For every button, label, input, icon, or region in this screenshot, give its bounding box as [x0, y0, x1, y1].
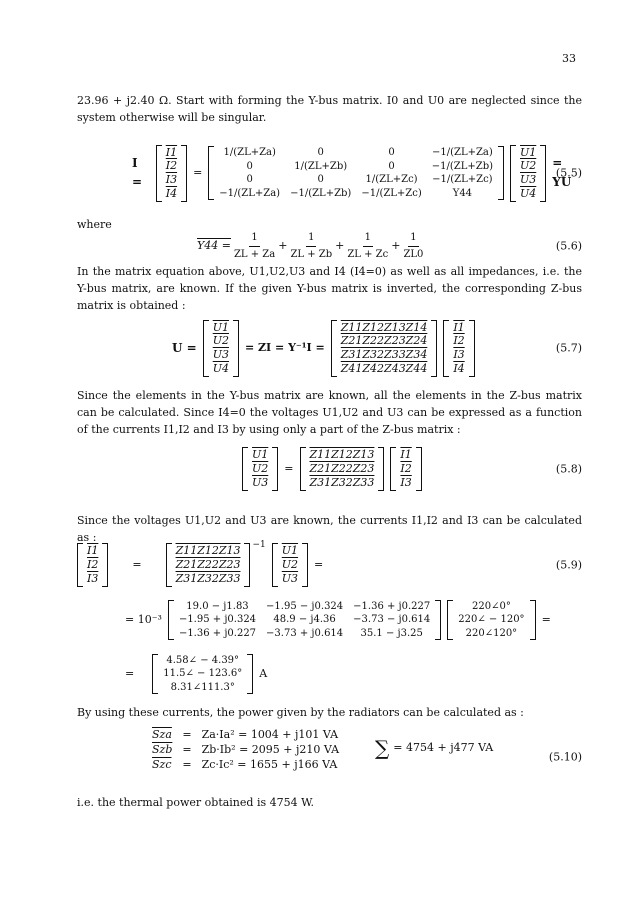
z-row: Z21Z22Z23 — [309, 462, 375, 476]
equation-number: (5.9) — [555, 558, 582, 572]
eq55-i-vec: I3 — [165, 173, 178, 186]
current-vector — [158, 654, 247, 695]
y-cell: −1/(ZL+Zb) — [431, 160, 493, 172]
eq57-mid: = ZI = Y⁻¹I = — [244, 341, 325, 355]
eq55-rhs: = YU — [552, 156, 572, 189]
m-cell: 19.0 − j1.83 — [186, 600, 249, 612]
paragraph-3: Since the elements in the Y-bus matrix are known, all the elements in the Z-bus matrix can be calculated. Since I4=0 the voltages U1,U2 and U3 can be expressed as a function of the currents I1,I2 and I3 by using only a part of the Z-bus matrix : — [77, 389, 582, 437]
y-cell: 0 — [246, 160, 253, 172]
intro-paragraph: 23.96 + j2.40 Ω. Start with forming the Y-bus matrix. I0 and U0 are neglected since the system otherwise will be singular. — [77, 94, 582, 125]
conclusion-paragraph: i.e. the thermal power obtained is 4754 W. — [77, 796, 314, 809]
eq55-u-vec: U4 — [520, 186, 537, 200]
eq59c-prefix: = — [125, 667, 135, 681]
y-cell: 1/(ZL+Za) — [223, 147, 276, 158]
m-cell: −1.95 + j0.324 — [178, 614, 257, 626]
y-cell: −1/(ZL+Zb) — [290, 187, 352, 199]
z-row: Z31Z32Z33Z34 — [340, 348, 428, 361]
eq57-lhs: U = — [172, 340, 197, 355]
eq56-lhs: Y44 = — [197, 239, 231, 253]
eq59-u-vec: U1 — [281, 544, 299, 558]
y-cell: 1/(ZL+Zc) — [365, 174, 418, 185]
eq55-u-vec: U2 — [520, 159, 537, 173]
y-cell: 0 — [317, 174, 324, 185]
sum-symbol: ∑ — [375, 736, 390, 760]
m-cell: −1.36 + j0.227 — [353, 600, 431, 612]
y-cell: 0 — [246, 174, 253, 185]
m-cell: −3.73 + j0.614 — [266, 627, 344, 639]
eq57-i-vec: I4 — [453, 361, 465, 375]
z-row: Z31Z32Z33 — [309, 475, 375, 489]
eq59-eq: = — [132, 558, 142, 572]
equation-number: (5.8) — [555, 462, 582, 476]
eq59-i-vec: I2 — [87, 558, 99, 572]
eq55-u-vec: U3 — [520, 173, 537, 186]
paragraph-4: Since the voltages U1,U2 and U3 are known, the currents I1,I2 and I3 can be calculated as : — [77, 514, 582, 545]
page-number: 33 — [562, 52, 576, 65]
frac-num: 1 — [408, 230, 418, 247]
power-sum: = 4754 + j477 VA — [393, 741, 494, 755]
power-eq: = — [182, 728, 192, 741]
equation-5-9 — [77, 537, 582, 593]
eq57-u-vec: U3 — [212, 348, 229, 361]
power-table — [147, 728, 344, 773]
eq59-u-vec: U2 — [281, 558, 299, 572]
eq58-u-vec: U1 — [252, 448, 269, 462]
equation-5-5: I = I1 I2 I3 I4 = 1/(ZL+Za) 0 0 −1/(ZL+Za) 0 1/(ZL+Zb) 0 −1/(ZL+Zb) 0 0 1/(ZL+Zc) −1/(ZL+Zc) −1/(ZL+Za) −1/(ZL+Zb) −1/(ZL+Zc) Y44 U1 U2 U3 U4 = YU (5.5) — [132, 145, 582, 200]
eq59-i-vec: I3 — [87, 571, 99, 585]
eq55-i-vec: I1 — [165, 145, 178, 159]
equation-number: (5.5) — [555, 166, 582, 180]
eq57-i-vec: I1 — [453, 320, 465, 334]
eq58-eq: = — [284, 462, 294, 476]
eq55-lhs: I = — [132, 156, 143, 189]
y-cell: 0 — [317, 147, 324, 158]
eq58-i-vec: I2 — [400, 462, 412, 476]
eq57-u-vec: U1 — [212, 320, 229, 334]
c-cell: 11.5∠ − 123.6° — [163, 668, 243, 680]
z-row: Z21Z22Z23 — [175, 558, 241, 572]
v-cell: 220∠ − 120° — [458, 614, 525, 626]
power-label: $\overline{Sza}$ — [152, 728, 172, 741]
power-eq: = — [182, 742, 192, 756]
eq58-u-vec: U2 — [252, 462, 269, 476]
y-cell: 0 — [388, 147, 395, 158]
y-cell: −1/(ZL+Zc) — [361, 187, 422, 199]
v-cell: 220∠0° — [472, 600, 511, 612]
m-cell: −3.73 − j0.614 — [353, 614, 431, 626]
frac-den: ZL + Za — [233, 248, 276, 260]
eq55-i-vec: I4 — [165, 186, 178, 200]
c-cell: 8.31∠111.3° — [170, 681, 235, 693]
equation-5-9-numeric — [77, 594, 582, 646]
equation-number: (5.10) — [548, 750, 582, 764]
z-row: Z11Z12Z13Z14 — [340, 320, 428, 334]
frac-den: ZL0 — [403, 248, 424, 260]
frac-den: ZL + Zb — [290, 248, 333, 260]
power-value: Za·Ia² = 1004 + j101 VA — [201, 728, 339, 741]
eq58-i-vec: I1 — [400, 448, 412, 462]
m-cell: 48.9 − j4.36 — [273, 614, 336, 626]
frac-num: 1 — [249, 230, 259, 247]
y-cell: 1/(ZL+Zb) — [294, 160, 348, 172]
power-value: Zb·Ib² = 2095 + j210 VA — [201, 742, 340, 756]
equation-5-7 — [77, 313, 582, 383]
eq59-tail: = — [314, 558, 324, 572]
power-label: $\overline{Szb}$ — [152, 742, 173, 756]
eq59-i-vec: I1 — [87, 544, 99, 558]
equation-number: (5.7) — [555, 341, 582, 355]
y-cell: −1/(ZL+Zc) — [432, 174, 493, 185]
eq55-u-vec: U1 — [520, 145, 537, 159]
voltage-vector — [453, 600, 529, 641]
frac-num: 1 — [306, 230, 316, 247]
where-label: where — [77, 218, 112, 231]
eq55-i-vec: I2 — [165, 159, 178, 173]
m-cell: 35.1 − j3.25 — [360, 627, 423, 639]
power-label: $\overline{Szc}$ — [152, 757, 172, 771]
inverse-exponent: −1 — [252, 540, 266, 550]
c-cell: 4.58∠ − 4.39° — [166, 654, 240, 666]
equation-5-10 — [77, 726, 582, 788]
z-row: Z31Z32Z33 — [175, 571, 241, 585]
y-cell: Y44 — [452, 187, 473, 199]
equation-number: (5.6) — [555, 239, 582, 253]
eq57-u-vec: U2 — [212, 334, 229, 348]
eq58-u-vec: U3 — [252, 475, 269, 489]
eq57-u-vec: U4 — [212, 361, 229, 375]
eq59-u-vec: U3 — [281, 571, 299, 585]
eq57-i-vec: I2 — [453, 334, 465, 348]
v-cell: 220∠120° — [465, 627, 518, 639]
m-cell: −1.36 + j0.227 — [178, 627, 257, 639]
eq59c-unit: A — [259, 667, 268, 681]
eq59b-tail: = — [541, 613, 551, 627]
z-row: Z11Z12Z13 — [309, 448, 375, 462]
y-cell: 0 — [388, 160, 395, 172]
z-row: Z41Z42Z43Z44 — [340, 361, 428, 375]
frac-den: ZL + Zc — [347, 248, 389, 260]
y-cell: −1/(ZL+Za) — [219, 187, 281, 199]
y-bus-matrix — [214, 146, 498, 200]
eq57-i-vec: I3 — [453, 348, 465, 361]
equation-5-9-result — [77, 648, 582, 700]
m-cell: −1.95 − j0.324 — [266, 600, 344, 612]
paragraph-2: In the matrix equation above, U1,U2,U3 and I4 (I4=0) as well as all impedances, i.e. the Y-bus matrix, are known. If the given Y-bus matrix is inverted, the corresponding Z-bus matrix is obtained : — [77, 265, 582, 313]
power-value: Zc·Ic² = 1655 + j166 VA — [201, 757, 338, 771]
power-eq: = — [182, 757, 192, 771]
equation-5-6: Y44 = $\frac{1}{ZL + Za}$ + $\frac{1}{ZL + Zb}$ + $\frac{1}{ZL + Zc}$ + $\frac{1}{ZL0}$ (5.6) — [77, 228, 582, 264]
z-row: Z21Z22Z23Z24 — [340, 334, 428, 348]
eq58-i-vec: I3 — [400, 475, 412, 489]
z-row: Z11Z12Z13 — [175, 544, 241, 558]
inverse-z-matrix — [174, 600, 435, 641]
paragraph-5: By using these currents, the power given by the radiators can be calculated as : — [77, 706, 524, 719]
y-cell: −1/(ZL+Za) — [431, 147, 493, 158]
equation-5-8 — [77, 442, 582, 496]
frac-num: 1 — [363, 230, 373, 247]
eq59b-prefix: = 10⁻³ — [125, 613, 162, 627]
